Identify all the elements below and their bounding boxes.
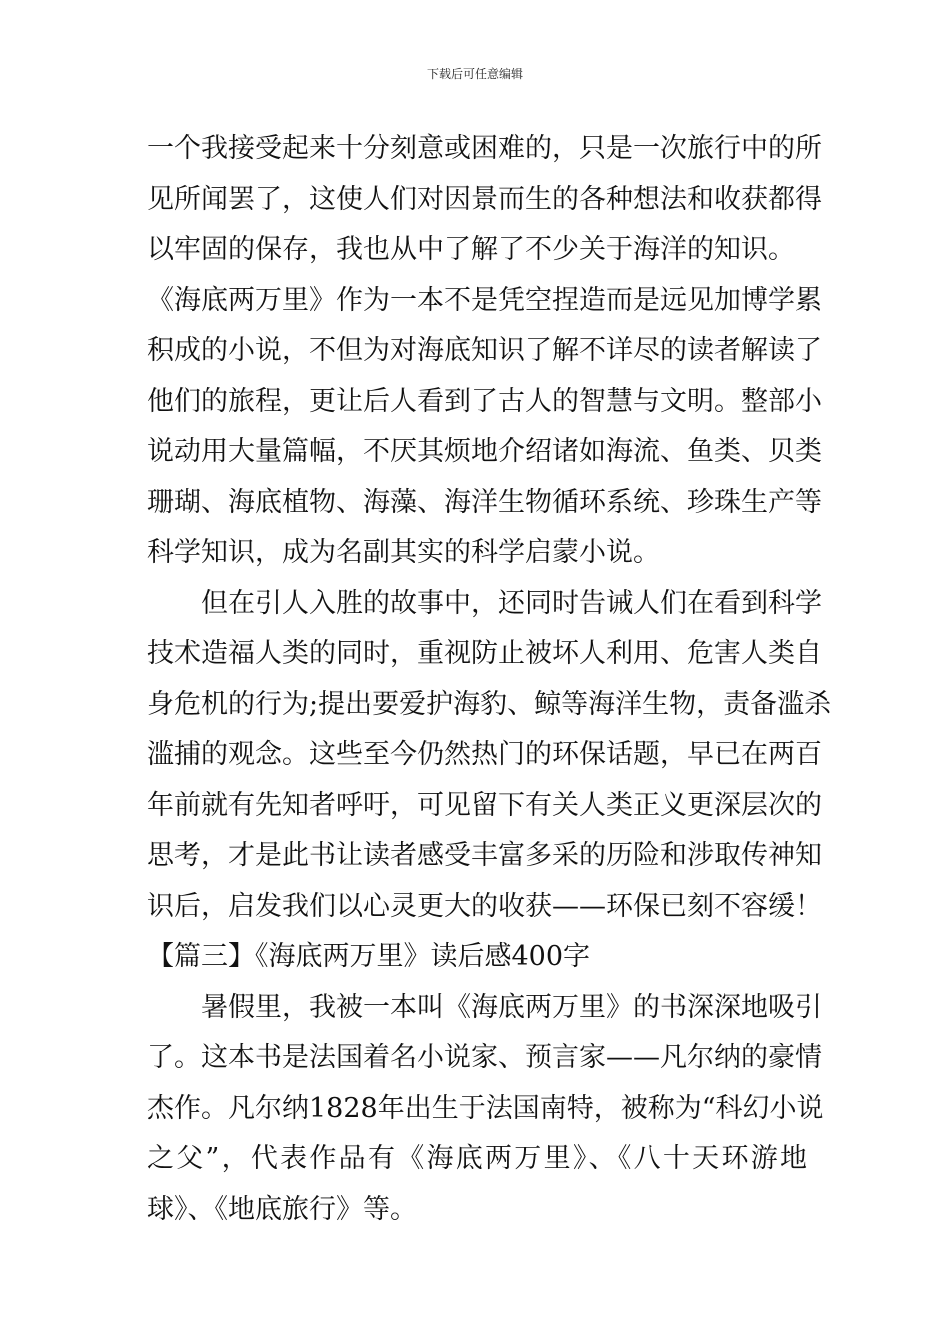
text-line: 杰作。凡尔纳1828年出生于法国南特，被称为“科幻小说 xyxy=(147,1092,824,1124)
page-header: 下载后可任意编辑 xyxy=(426,67,523,81)
text-line: 积成的小说，不但为对海底知识了解不详尽的读者解读了 xyxy=(147,335,822,366)
text-line: 说动用大量篇幅，不厌其烦地介绍诸如海流、鱼类、贝类 xyxy=(147,436,822,467)
text-line: 以牢固的保存，我也从中了解了不少关于海洋的知识。 xyxy=(147,234,795,265)
text-line: 科学知识，成为名副其实的科学启蒙小说。 xyxy=(147,537,660,568)
text-line: 之父”，代表作品有《海底两万里》、《八十天环游地 xyxy=(147,1143,807,1174)
document-body xyxy=(147,124,832,1235)
text-line: 技术造福人类的同时，重视防止被坏人利用、危害人类自 xyxy=(147,638,822,669)
section-heading: 【篇三】《海底两万里》读后感400字 xyxy=(147,941,591,972)
paragraph-start-line: 暑假里，我被一本叫《海底两万里》的书深深地吸引 xyxy=(201,991,822,1023)
text-line: 了。这本书是法国着名小说家、预言家——凡尔纳的豪情 xyxy=(147,1042,822,1073)
text-line: 思考，才是此书让读者感受丰富多采的历险和涉取传神知 xyxy=(147,840,822,871)
text-line: 识后，启发我们以心灵更大的收获——环保已刻不容缓！ xyxy=(147,890,822,922)
text-line: 球》、《地底旅行》等。 xyxy=(147,1193,417,1225)
text-line: 身危机的行为;提出要爱护海豹、鲸等海洋生物，责备滥杀 xyxy=(147,688,832,720)
text-line: 《海底两万里》作为一本不是凭空捏造而是远见加博学累 xyxy=(147,284,822,316)
text-line: 滥捕的观念。这些至今仍然热门的环保话题，早已在两百 xyxy=(147,739,822,770)
paragraph-start-line: 但在引人入胜的故事中，还同时告诫人们在看到科学 xyxy=(201,587,822,619)
text-line: 一个我接受起来十分刻意或困难的，只是一次旅行中的所 xyxy=(147,133,822,164)
text-line: 年前就有先知者呼吁，可见留下有关人类正义更深层次的 xyxy=(147,789,822,821)
text-line: 珊瑚、海底植物、海藻、海洋生物循环系统、珍珠生产等 xyxy=(147,486,822,518)
text-line: 见所闻罢了，这使人们对因景而生的各种想法和收获都得 xyxy=(147,183,822,215)
text-line: 他们的旅程，更让后人看到了古人的智慧与文明。整部小 xyxy=(147,385,822,417)
